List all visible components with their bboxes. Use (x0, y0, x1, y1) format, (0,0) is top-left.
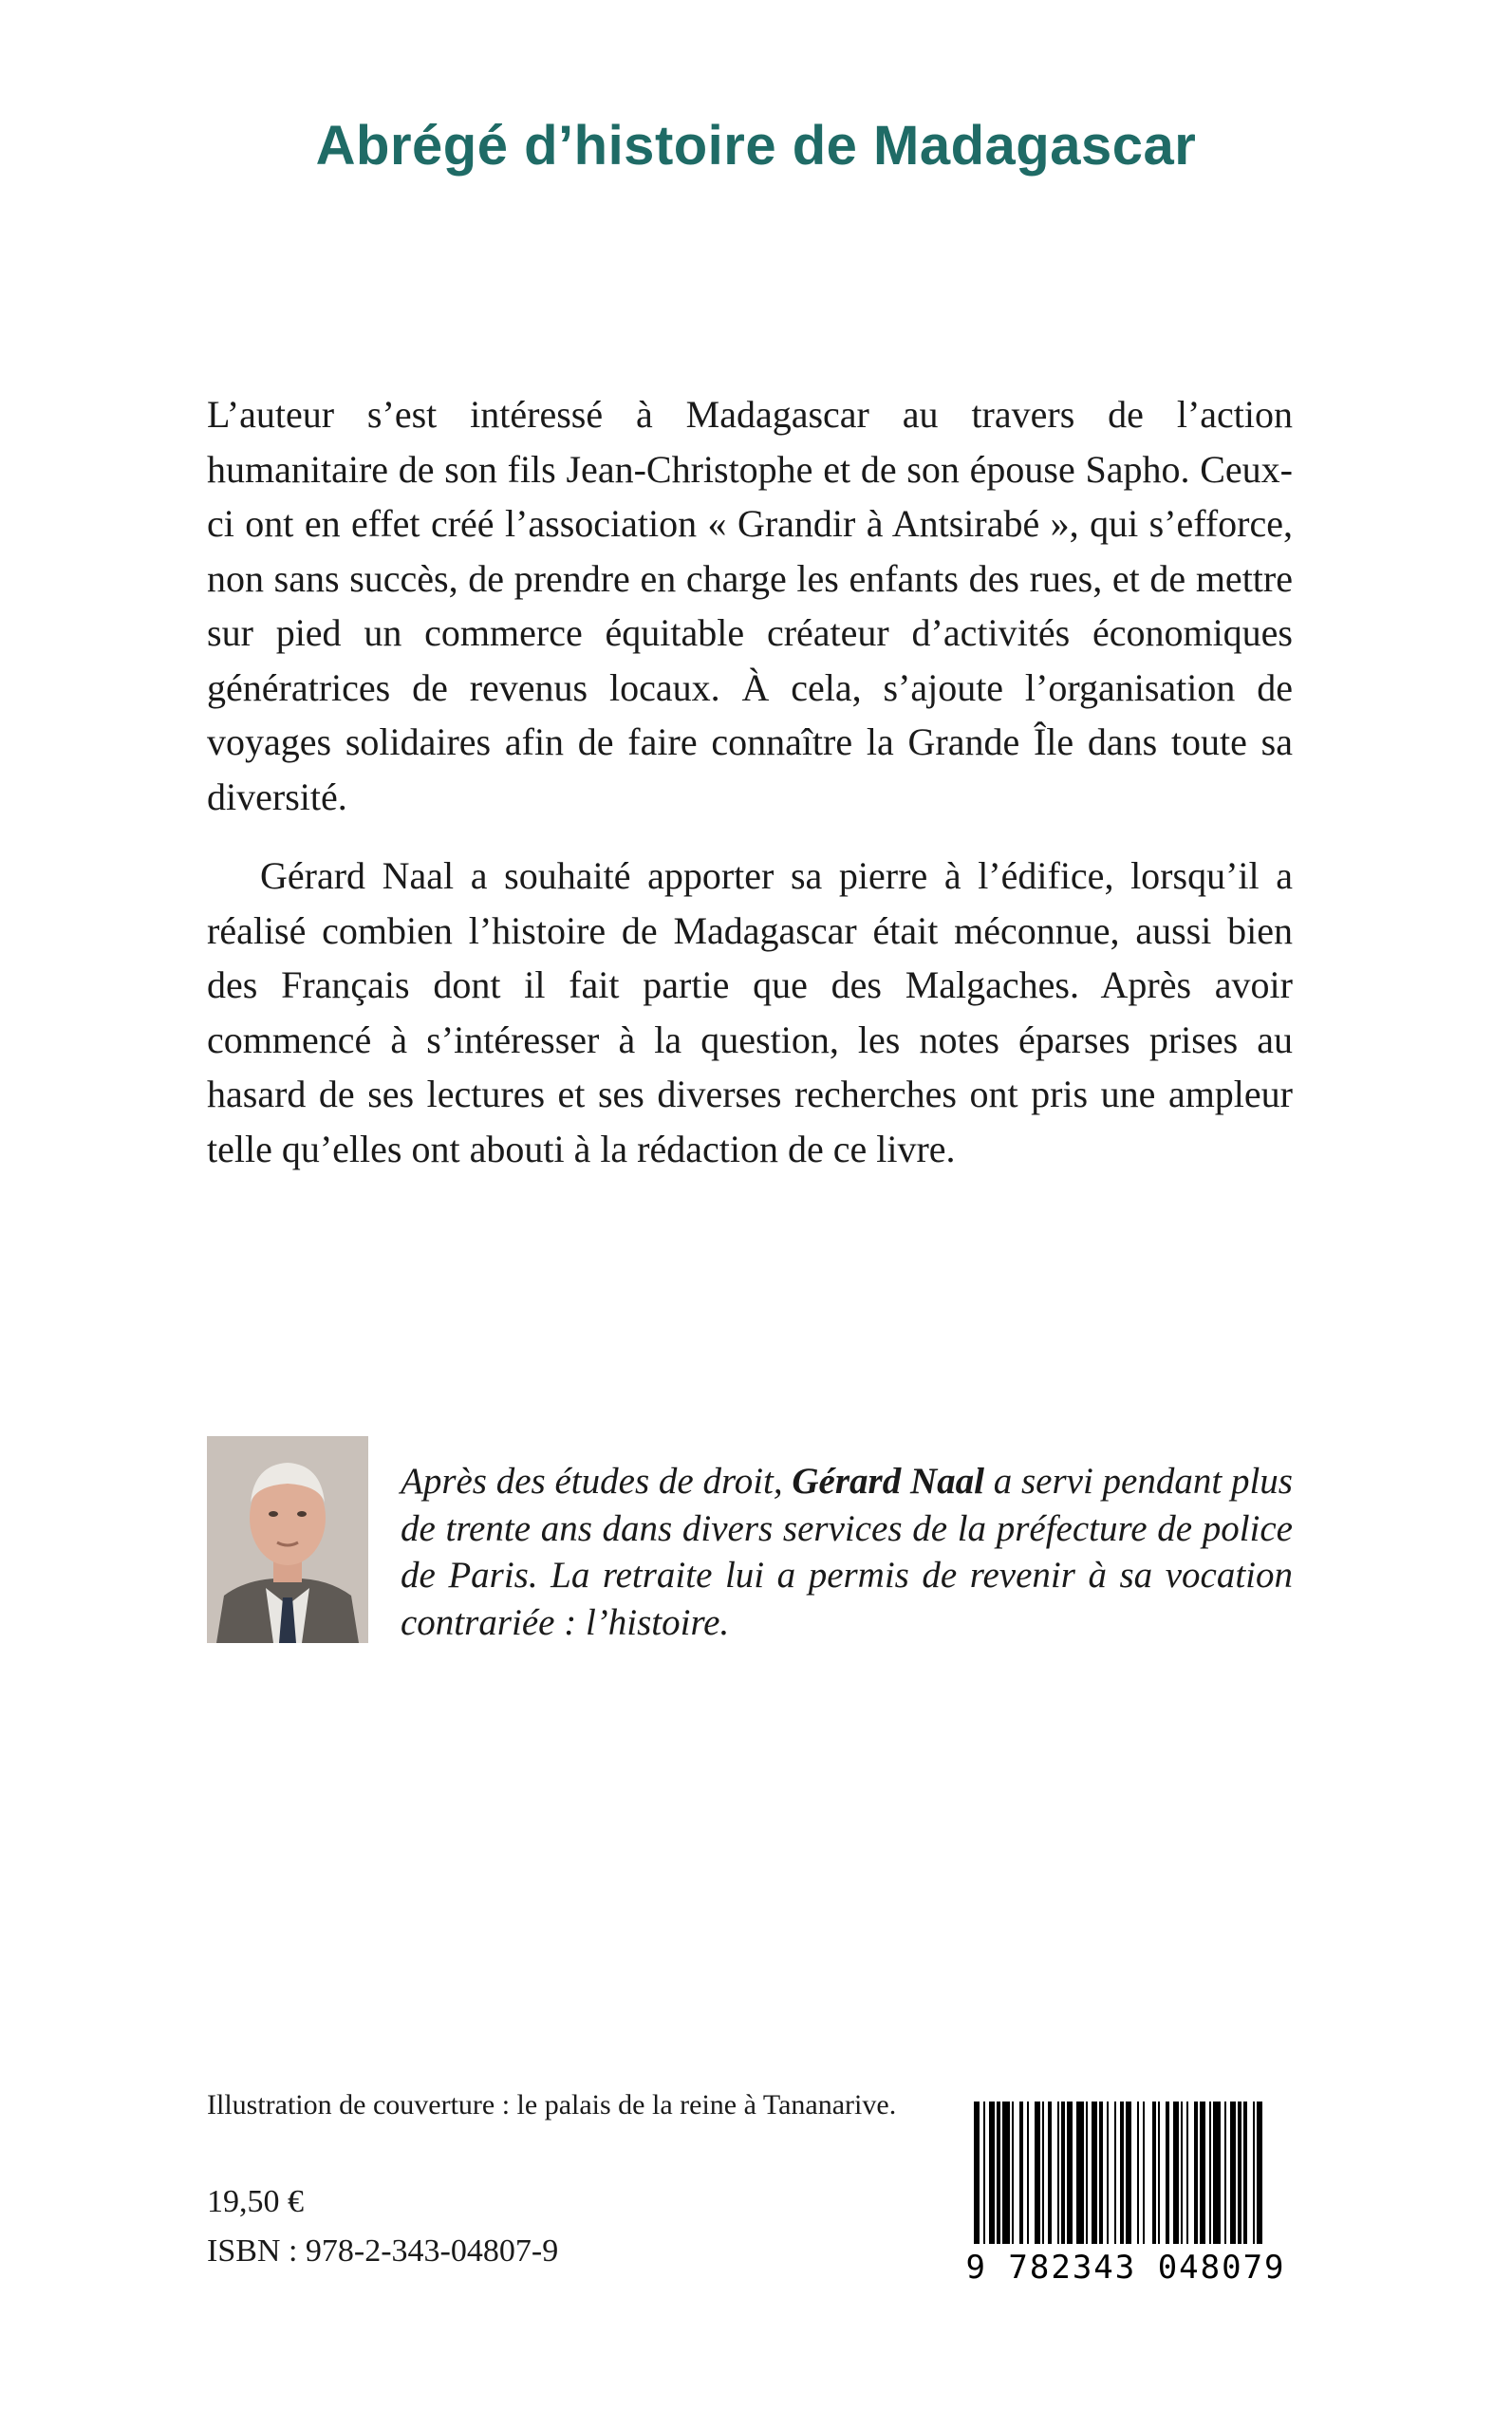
author-photo (207, 1436, 368, 1643)
paragraph-intro: L’auteur s’est intéressé à Madagascar au travers de l’action humanitaire de son fils Jean-Christophe et de son épouse Sapho. Ceux-ci ont en effet créé l’association « Grandir à Antsirabé », qui s’efforce, non sans succès, de prendre en charge les enfants des rues, et de mettre sur pied un commerce équitable créateur d’activités économiques génératrices de revenus locaux. À cela, s’ajoute l’organisation de voyages solidaires afin de faire connaître la Grande Île dans toute sa diversité. (207, 393, 1293, 818)
barcode-bar (1253, 2102, 1255, 2244)
price: 19,50 € (207, 2184, 304, 2219)
barcode-bar (1186, 2102, 1188, 2244)
barcode-bar (1086, 2102, 1088, 2244)
barcode-bar (974, 2102, 980, 2244)
barcode-bar (1027, 2102, 1029, 2244)
barcode-bar (1243, 2102, 1247, 2244)
barcode-bar (1257, 2102, 1262, 2244)
barcode-bar (1114, 2102, 1116, 2244)
author-name: Gérard Naal (792, 1461, 984, 1502)
barcode-bar (1194, 2102, 1198, 2244)
barcode-bar (1019, 2102, 1023, 2244)
barcode-digits: 9 782343 048079 (965, 2249, 1286, 2284)
barcode-bar (1126, 2102, 1131, 2244)
cover-illustration-credit: Illustration de couverture : le palais de la reine à Tananarive. (207, 2089, 897, 2120)
barcode-bar (1230, 2102, 1236, 2244)
bio-rest: a servi pendant plus de trente ans dans divers services de la préfecture de police de Paris. La retraite lui a permis de revenir à sa vocation contrariée : l’histoire. (401, 1461, 1293, 1643)
barcode-bar (1012, 2102, 1014, 2244)
paragraph-author-motivation: Gérard Naal a souhaité apporter sa pierre à l’édifice, lorsqu’il a réalisé combien l’histoire de Madagascar était méconnue, aussi bien des Français dont il fait partie que des Malgaches. Après avoir commencé à s’intéresser à la question, les notes éparses prises au hasard de ses lectures et ses diverses recherches ont pris une ampleur telle qu’elles ont abouti à la rédaction de ce livre. (207, 854, 1293, 1170)
barcode-bar (1092, 2102, 1097, 2244)
barcode-bar (989, 2102, 995, 2244)
barcode-bar (1158, 2102, 1160, 2244)
barcode-bar (1152, 2102, 1156, 2244)
author-bio (401, 1458, 1293, 1646)
isbn: ISBN : 978-2-343-04807-9 (207, 2233, 559, 2269)
barcode-bar (1076, 2102, 1084, 2244)
barcode-bar (1173, 2102, 1179, 2244)
barcode-bar (1120, 2102, 1124, 2244)
barcode-bar (1067, 2102, 1073, 2244)
barcode-bar (1166, 2102, 1169, 2244)
barcode-bar (1002, 2102, 1010, 2244)
barcode-bar (1213, 2102, 1221, 2244)
barcode-bar (983, 2102, 985, 2244)
barcode-bar (1238, 2102, 1241, 2244)
barcode-bar (1137, 2102, 1139, 2244)
barcode-bar (1061, 2102, 1065, 2244)
barcode-bar (1042, 2102, 1044, 2244)
barcode-bar (1181, 2102, 1183, 2244)
barcode-bar (997, 2102, 1000, 2244)
barcode-bar (1209, 2102, 1211, 2244)
bio-intro: Après des études de droit, (401, 1461, 793, 1502)
barcode-bar (1035, 2102, 1040, 2244)
barcode-bar (1224, 2102, 1226, 2244)
barcode-bar (1143, 2102, 1145, 2244)
barcode-bar (1200, 2102, 1205, 2244)
barcode-bar (1048, 2102, 1052, 2244)
back-cover-text (207, 387, 1293, 1176)
barcode-bar (1099, 2102, 1103, 2244)
book-title: Abrégé d’histoire de Madagascar (315, 115, 1197, 177)
barcode (959, 2098, 1293, 2284)
barcode-bar (1107, 2102, 1109, 2244)
barcode-bar (1057, 2102, 1059, 2244)
